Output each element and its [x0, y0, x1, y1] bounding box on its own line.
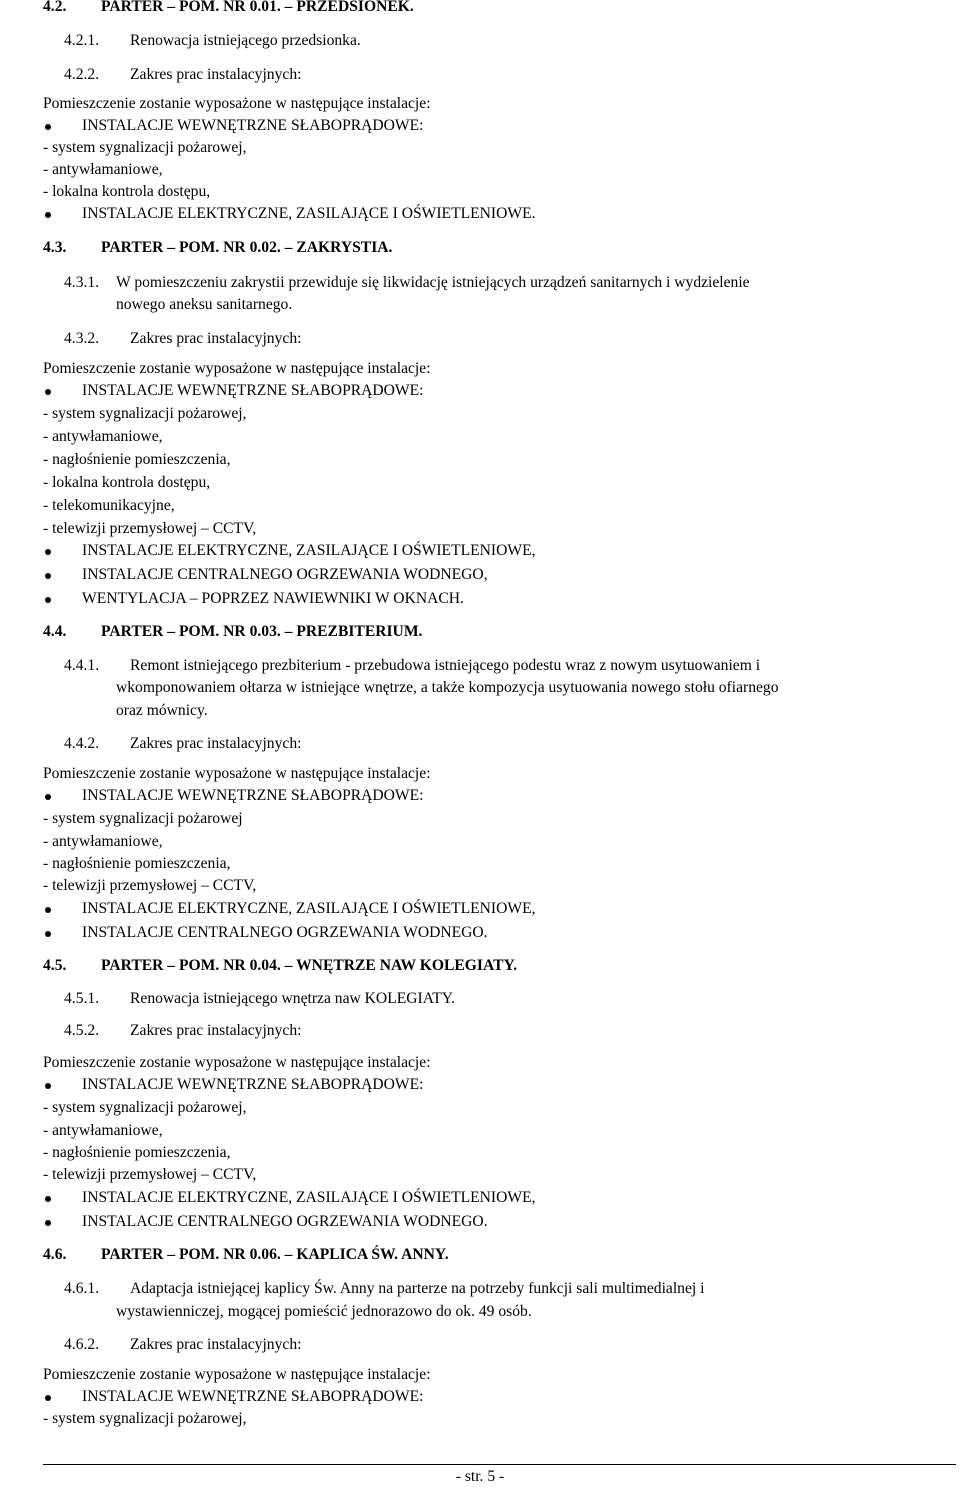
list-item-dash: - lokalna kontrola dostępu,	[43, 474, 211, 491]
bullet-icon	[45, 212, 51, 218]
list-item-bullet: INSTALACJE CENTRALNEGO OGRZEWANIA WODNEGO.	[82, 1213, 488, 1230]
subsection-number: 4.6.2.	[64, 1336, 100, 1353]
subsection-4-2-1	[64, 31, 361, 52]
subsection-number: 4.6.1.	[64, 1280, 100, 1297]
list-item-dash: - telewizji przemysłowej – CCTV,	[43, 877, 257, 894]
subsection-number: 4.5.2.	[64, 1022, 100, 1039]
subsection-4-5-2	[64, 1021, 301, 1042]
subsection-text-continued: wkomponowaniem ołtarza w istniejące wnętrze, a także kompozycja usytuowania nowego stołu ofiarnego	[116, 679, 779, 696]
list-item-bullet: INSTALACJE WEWNĘTRZNE SŁABOPRĄDOWE:	[82, 117, 424, 134]
list-item-bullet: INSTALACJE CENTRALNEGO OGRZEWANIA WODNEGO.	[82, 924, 488, 941]
list-item-dash: - lokalna kontrola dostępu,	[43, 183, 211, 200]
subsection-4-3-2	[64, 329, 301, 350]
intro-text: Pomieszczenie zostanie wyposażone w następujące instalacje:	[43, 360, 431, 377]
subsection-text-continued: wystawienniczej, mogącej pomieścić jednorazowo do ok. 49 osób.	[116, 1303, 532, 1320]
subsection-text: Zakres prac instalacyjnych:	[130, 735, 302, 752]
bullet-icon	[45, 794, 51, 800]
subsection-4-3-1	[64, 273, 750, 294]
footer-divider	[43, 1464, 956, 1465]
list-item-dash: - antywłamaniowe,	[43, 1122, 163, 1139]
subsection-number: 4.5.1.	[64, 990, 100, 1007]
subsection-text: Zakres prac instalacyjnych:	[130, 1022, 302, 1039]
subsection-number: 4.3.2.	[64, 330, 100, 347]
subsection-number: 4.2.2.	[64, 66, 100, 83]
list-item-bullet: INSTALACJE ELEKTRYCZNE, ZASILAJĄCE I OŚWIETLENIOWE,	[82, 900, 536, 917]
subsection-text: W pomieszczeniu zakrystii przewiduje się likwidację istniejących urządzeń sanitarnych i wydzielenie	[116, 274, 750, 291]
list-item-bullet: WENTYLACJA – POPRZEZ NAWIEWNIKI W OKNACH.	[82, 590, 464, 607]
list-item-dash: - system sygnalizacji pożarowej,	[43, 405, 247, 422]
subsection-text: Adaptacja istniejącej kaplicy Św. Anny na parterze na potrzeby funkcji sali multimedialnej i	[130, 1280, 705, 1297]
subsection-number: 4.4.1.	[64, 657, 100, 674]
list-item-dash: - antywłamaniowe,	[43, 428, 163, 445]
list-item-bullet: INSTALACJE WEWNĘTRZNE SŁABOPRĄDOWE:	[82, 1076, 424, 1093]
list-item-dash: - nagłośnienie pomieszczenia,	[43, 1144, 231, 1161]
intro-text: Pomieszczenie zostanie wyposażone w następujące instalacje:	[43, 765, 431, 782]
subsection-text: Zakres prac instalacyjnych:	[130, 66, 302, 83]
subsection-text-continued: oraz mównicy.	[116, 702, 208, 719]
bullet-icon	[45, 389, 51, 395]
bullet-icon	[45, 1196, 51, 1202]
bullet-icon	[45, 549, 51, 555]
section-heading-4-2	[43, 0, 414, 18]
subsection-number: 4.2.1.	[64, 32, 100, 49]
list-item-dash: - system sygnalizacji pożarowej,	[43, 1410, 247, 1427]
subsection-4-4-1	[64, 656, 760, 677]
subsection-4-4-2	[64, 734, 301, 755]
subsection-number: 4.4.2.	[64, 735, 100, 752]
list-item-bullet: INSTALACJE ELEKTRYCZNE, ZASILAJĄCE I OŚWIETLENIOWE,	[82, 542, 536, 559]
list-item-dash: - telewizji przemysłowej – CCTV,	[43, 520, 257, 537]
subsection-text-continued: nowego aneksu sanitarnego.	[116, 296, 293, 313]
section-number: 4.3.	[43, 239, 67, 256]
section-title: PARTER – POM. NR 0.03. – PREZBITERIUM.	[101, 623, 423, 640]
list-item-bullet: INSTALACJE ELEKTRYCZNE, ZASILAJĄCE I OŚWIETLENIOWE.	[82, 205, 536, 222]
section-number: 4.6.	[43, 1246, 67, 1263]
subsection-4-5-1	[64, 989, 455, 1010]
subsection-4-6-1	[64, 1279, 704, 1300]
list-item-dash: - nagłośnienie pomieszczenia,	[43, 855, 231, 872]
subsection-text: Renowacja istniejącego przedsionka.	[130, 32, 361, 49]
list-item-dash: - telekomunikacyjne,	[43, 497, 175, 514]
page-number: - str. 5 -	[455, 1468, 505, 1485]
list-item-dash: - nagłośnienie pomieszczenia,	[43, 451, 231, 468]
bullet-icon	[45, 931, 51, 937]
section-title: PARTER – POM. NR 0.04. – WNĘTRZE NAW KOLEGIATY.	[101, 957, 518, 974]
subsection-text: Zakres prac instalacyjnych:	[130, 330, 302, 347]
list-item-dash: - system sygnalizacji pożarowej,	[43, 1099, 247, 1116]
bullet-icon	[45, 907, 51, 913]
section-title: PARTER – POM. NR 0.02. – ZAKRYSTIA.	[101, 239, 393, 256]
list-item-dash: - antywłamaniowe,	[43, 161, 163, 178]
subsection-number: 4.3.1.	[64, 274, 100, 291]
list-item-bullet: INSTALACJE WEWNĘTRZNE SŁABOPRĄDOWE:	[82, 382, 424, 399]
section-heading-4-3	[43, 238, 392, 259]
bullet-icon	[45, 597, 51, 603]
intro-text: Pomieszczenie zostanie wyposażone w następujące instalacje:	[43, 95, 431, 112]
bullet-icon	[45, 573, 51, 579]
section-number: 4.5.	[43, 957, 67, 974]
bullet-icon	[45, 1083, 51, 1089]
section-title: PARTER – POM. NR 0.01. – PRZEDSIONEK.	[101, 0, 414, 15]
bullet-icon	[45, 1220, 51, 1226]
subsection-text: Remont istniejącego prezbiterium - przebudowa istniejącego podestu wraz z nowym usytuowaniem i	[130, 657, 761, 674]
subsection-4-2-2	[64, 65, 301, 86]
section-heading-4-4	[43, 622, 422, 643]
list-item-dash: - system sygnalizacji pożarowej,	[43, 139, 247, 156]
list-item-dash: - antywłamaniowe,	[43, 833, 163, 850]
section-number: 4.4.	[43, 623, 67, 640]
intro-text: Pomieszczenie zostanie wyposażone w następujące instalacje:	[43, 1366, 431, 1383]
subsection-text: Renowacja istniejącego wnętrza naw KOLEGIATY.	[130, 990, 455, 1007]
section-heading-4-6	[43, 1245, 449, 1266]
section-heading-4-5	[43, 956, 517, 977]
list-item-bullet: INSTALACJE ELEKTRYCZNE, ZASILAJĄCE I OŚWIETLENIOWE,	[82, 1189, 536, 1206]
list-item-bullet: INSTALACJE WEWNĘTRZNE SŁABOPRĄDOWE:	[82, 787, 424, 804]
list-item-dash: - telewizji przemysłowej – CCTV,	[43, 1166, 257, 1183]
subsection-4-6-2	[64, 1335, 301, 1356]
intro-text: Pomieszczenie zostanie wyposażone w następujące instalacje:	[43, 1054, 431, 1071]
section-number: 4.2.	[43, 0, 67, 15]
section-title: PARTER – POM. NR 0.06. – KAPLICA ŚW. ANNY.	[101, 1246, 449, 1263]
bullet-icon	[45, 124, 51, 130]
list-item-dash: - system sygnalizacji pożarowej	[43, 810, 243, 827]
bullet-icon	[45, 1395, 51, 1401]
list-item-bullet: INSTALACJE WEWNĘTRZNE SŁABOPRĄDOWE:	[82, 1388, 424, 1405]
list-item-bullet: INSTALACJE CENTRALNEGO OGRZEWANIA WODNEGO,	[82, 566, 488, 583]
subsection-text: Zakres prac instalacyjnych:	[130, 1336, 302, 1353]
